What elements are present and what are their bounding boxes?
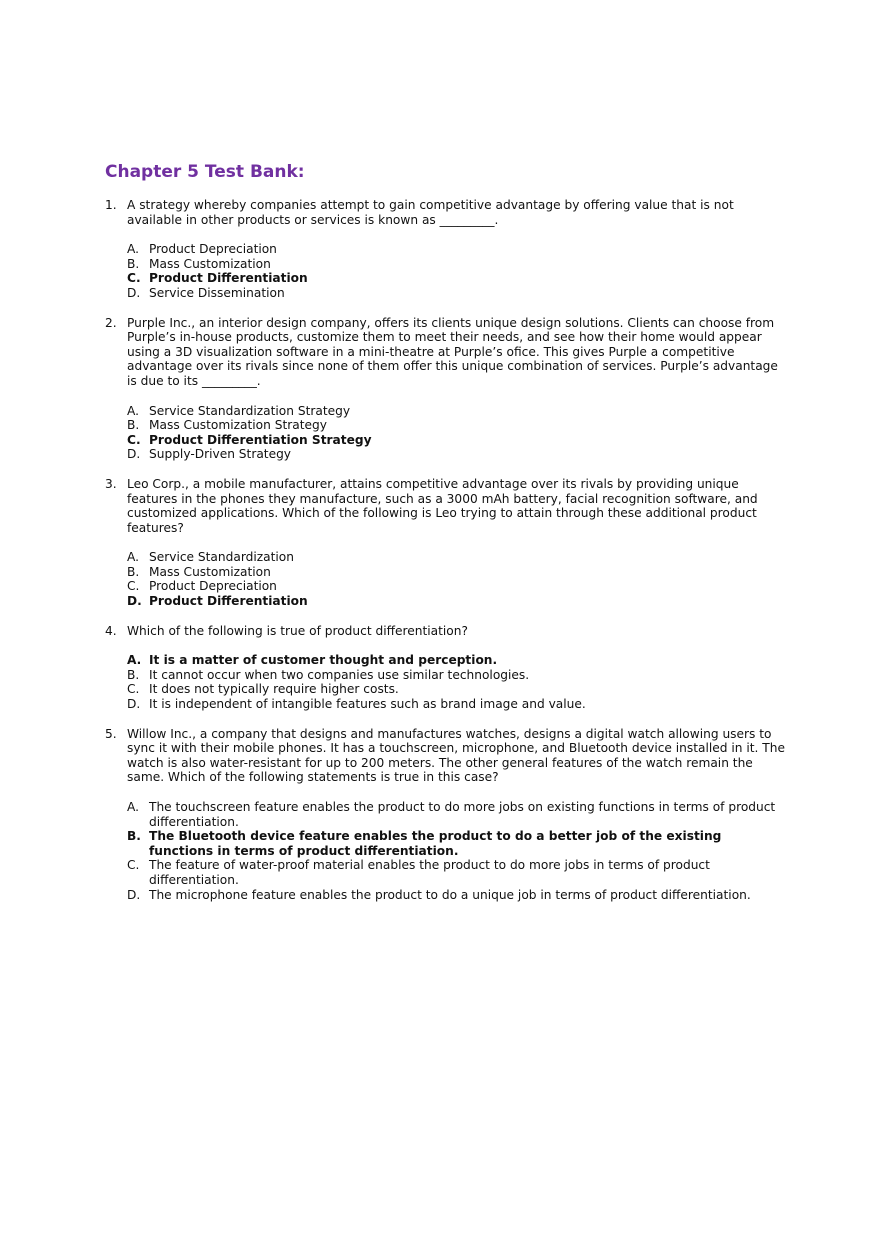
answer-options <box>127 404 785 462</box>
option-text: Supply-Driven Strategy <box>149 447 292 462</box>
question-body <box>127 477 785 609</box>
option-label: D. <box>127 594 142 609</box>
option-text: Mass Customization <box>149 256 271 271</box>
option-label: D. <box>127 697 141 712</box>
option-label: D. <box>127 285 141 300</box>
answer-option-correct <box>127 271 785 286</box>
option-text: Service Standardization <box>149 550 294 565</box>
answer-option <box>127 286 785 301</box>
option-text: It does not typically require higher costs. <box>149 682 399 697</box>
option-text: Product Differentiation <box>149 271 308 286</box>
question-text: Willow Inc., a company that designs and manufactures watches, designs a digital watch allowing users to sync it with their mobile phones. It has a touchscreen, microphone, and Bluetooth device installed in it. The watch is also water-resistant for up to 200 meters. The other general features of the watch remain the same. Which of the following statements is true in this case? <box>127 726 785 785</box>
option-text: It cannot occur when two companies use similar technologies. <box>149 667 530 682</box>
answer-option <box>127 550 785 565</box>
option-text: The microphone feature enables the product to do a unique job in terms of product differentiation. <box>149 887 751 902</box>
answer-option <box>127 257 785 272</box>
answer-option <box>127 447 785 462</box>
answer-option-correct <box>127 653 785 668</box>
answer-option <box>127 858 785 887</box>
option-text: Product Depreciation <box>149 242 277 257</box>
option-text: It is a matter of customer thought and perception. <box>149 653 498 668</box>
answer-option <box>127 697 785 712</box>
question-body <box>127 727 785 903</box>
question-item <box>105 727 785 903</box>
answer-options <box>127 800 785 902</box>
question-number: 1. <box>105 198 117 212</box>
answer-option <box>127 579 785 594</box>
option-label: B. <box>127 564 140 579</box>
question-item <box>105 198 785 301</box>
question-number: 5. <box>105 726 117 741</box>
question-item <box>105 477 785 609</box>
option-label: D. <box>127 447 141 462</box>
answer-option-correct <box>127 829 785 858</box>
option-label: C. <box>127 579 140 594</box>
option-text: Product Depreciation <box>149 579 277 594</box>
question-body <box>127 198 785 301</box>
answer-option <box>127 888 785 903</box>
answer-option-correct <box>127 594 785 609</box>
option-text: Service Standardization Strategy <box>149 403 351 418</box>
option-label: C. <box>127 271 141 286</box>
option-label: A. <box>127 550 139 565</box>
option-label: A. <box>127 242 139 257</box>
question-text: Leo Corp., a mobile manufacturer, attains competitive advantage over its rivals by providing unique features in the phones they manufacture, such as a 3000 mAh battery, facial recognition software, and customized applications. Which of the following is Leo trying to attain through these additional product features? <box>127 476 758 535</box>
answer-options <box>127 653 785 711</box>
option-label: A. <box>127 653 142 668</box>
option-text: The touchscreen feature enables the product to do more jobs on existing functions in terms of product differentiation. <box>149 800 776 829</box>
option-label: B. <box>127 256 140 271</box>
option-text: Product Differentiation <box>149 594 308 609</box>
option-text: Product Differentiation Strategy <box>149 432 372 447</box>
option-label: C. <box>127 432 141 447</box>
answer-option <box>127 242 785 257</box>
option-label: A. <box>127 800 139 814</box>
option-text: Mass Customization Strategy <box>149 418 327 433</box>
option-text: It is independent of intangible features such as brand image and value. <box>149 697 586 712</box>
question-text: Which of the following is true of product differentiation? <box>127 623 468 638</box>
answer-option-correct <box>127 433 785 448</box>
option-text: The feature of water-proof material enables the product to do more jobs in terms of product differentiation. <box>149 858 710 887</box>
question-number: 2. <box>105 315 117 330</box>
answer-option <box>127 800 785 829</box>
answer-option <box>127 404 785 419</box>
answer-options <box>127 550 785 608</box>
question-number: 4. <box>105 623 117 638</box>
option-label: B. <box>127 418 140 433</box>
option-text: The Bluetooth device feature enables the product to do a better job of the existing functions in terms of product differentiation. <box>149 829 722 858</box>
answer-option <box>127 668 785 683</box>
answer-option <box>127 418 785 433</box>
question-item <box>105 624 785 712</box>
option-text: Mass Customization <box>149 564 271 579</box>
option-label: C. <box>127 858 140 873</box>
answer-option <box>127 682 785 697</box>
answer-option <box>127 565 785 580</box>
question-body <box>127 316 785 462</box>
document-page <box>105 160 785 917</box>
question-text: Purple Inc., an interior design company, offers its clients unique design solutions. Clients can choose from Purple’s in-house products, customize them to meet their needs, and see how their home would appear using a 3D visualization software in a mini-theatre at Purple’s ofice. This gives Purple a competitive advantage over its rivals since none of them offer this unique combination of services. Purple’s advantage is due to its _________. <box>127 315 778 388</box>
chapter-title: Chapter 5 Test Bank: <box>105 162 305 182</box>
option-label: B. <box>127 667 140 682</box>
answer-options <box>127 242 785 300</box>
question-text: A strategy whereby companies attempt to gain competitive advantage by offering value that is not available in other products or services is known as _________. <box>127 198 734 227</box>
question-list <box>105 198 785 902</box>
question-number: 3. <box>105 476 117 491</box>
option-text: Service Dissemination <box>149 285 285 300</box>
option-label: C. <box>127 682 140 697</box>
question-item <box>105 316 785 462</box>
question-body <box>127 624 785 712</box>
option-label: A. <box>127 403 139 418</box>
option-label: D. <box>127 887 141 902</box>
option-label: B. <box>127 829 141 844</box>
